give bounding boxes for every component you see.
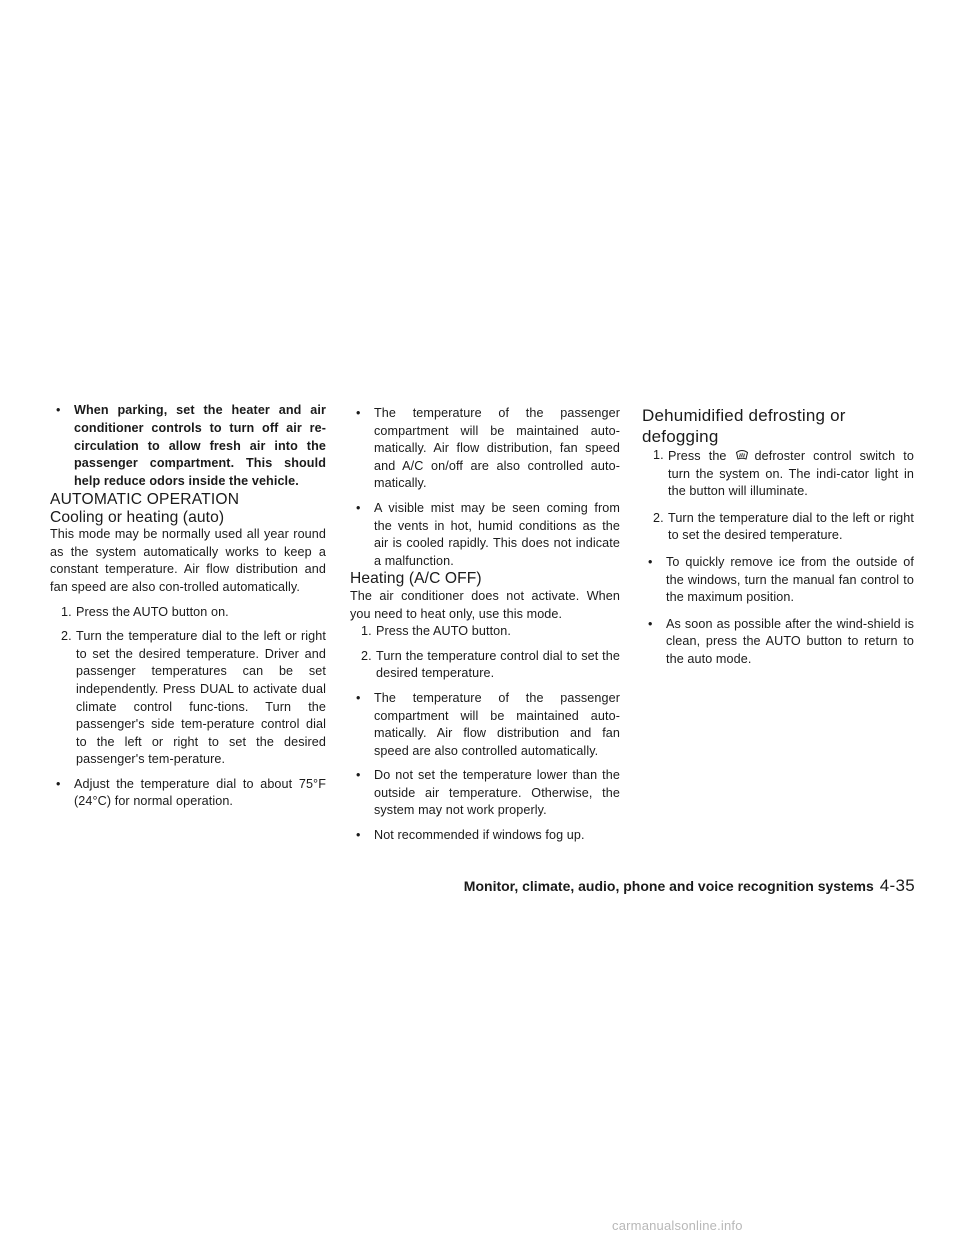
step-text: Press the AUTO button on. <box>76 604 229 619</box>
bullet-text: A visible mist may be seen coming from the vents in hot, humid conditions as the air is cooled rapidly. This does not indicate a malfunction. <box>374 500 620 568</box>
bullet-text: Do not set the temperature lower than the outside air temperature. Otherwise, the system may not work properly. <box>374 768 620 818</box>
step-text-pre: Press the <box>668 449 727 463</box>
bullet-marker: • <box>56 776 61 791</box>
bullet-marker: • <box>648 554 653 569</box>
parking-warning <box>50 402 326 491</box>
bullet-item <box>350 767 620 820</box>
bullet-marker: • <box>356 406 361 420</box>
bullet-marker: • <box>356 828 361 843</box>
page-number: 4-35 <box>879 876 915 895</box>
bullet-text: As soon as possible after the wind-shield is clean, press the AUTO button to return to the auto mode. <box>666 616 914 666</box>
step-item <box>642 510 914 545</box>
bullet-marker: • <box>356 500 361 515</box>
bullet-item <box>350 827 620 845</box>
footer-section-title: Monitor, climate, audio, phone and voice recognition systems <box>463 878 874 894</box>
bullet-marker: • <box>648 616 653 631</box>
bullet-item <box>642 616 914 669</box>
bullet-marker: • <box>356 690 361 705</box>
heating-intro-paragraph: The air conditioner does not activate. When you need to heat only, use this mode. <box>350 588 620 621</box>
right-column <box>642 405 914 669</box>
step-text: Turn the temperature control dial to set the desired temperature. <box>376 648 620 681</box>
bullet-item <box>350 500 620 570</box>
bullet-text: The temperature of the passenger compartment will be maintained auto-matically. Air flow distribution, fan speed and A/C on/off are also controlled auto-matically. <box>374 406 620 491</box>
step-item <box>50 628 326 769</box>
intro-paragraph: This mode may be normally used all year round as the system automatically works to keep a constant temperature. Air flow distribution and fan speed are also con-trolled automatically. <box>50 527 326 594</box>
step-text <box>668 447 914 501</box>
bullet-marker: • <box>356 768 361 783</box>
step-item <box>350 623 620 641</box>
subsection-title-heating: Heating (A/C OFF) <box>350 570 482 588</box>
parking-warning-text: When parking, set the heater and air conditioner controls to turn off air re-circulation to allow fresh air into the passenger compartment. This should help reduce odors inside the vehicle. <box>74 403 326 489</box>
bullet-item <box>50 776 326 811</box>
step-number: 1. <box>361 624 372 639</box>
step-number: 2. <box>653 510 664 525</box>
subsection-title-cooling-heating: Cooling or heating (auto) <box>50 508 225 526</box>
step-text: Press the AUTO button. <box>376 624 511 639</box>
bullet-text: The temperature of the passenger compartment will be maintained auto-matically. Air flow distribution and fan speed are also controlled automatically. <box>374 690 620 758</box>
step-item <box>350 648 620 683</box>
step-number: 2. <box>61 629 72 644</box>
bullet-item <box>350 405 620 493</box>
bullet-item <box>642 554 914 607</box>
front-defroster-icon <box>735 447 749 461</box>
step-text: Turn the temperature dial to the left or right to set the desired temperature. <box>668 510 914 543</box>
bullet-text: Adjust the temperature dial to about 75°F (24°C) for normal operation. <box>74 776 326 809</box>
section-title-dehumidified-defrosting: Dehumidified defrosting or defogging <box>642 406 846 446</box>
bullet-item <box>350 690 620 760</box>
bullet-marker: • <box>56 403 61 417</box>
step-item <box>50 604 326 622</box>
watermark: carmanualsonline.info <box>612 1218 743 1233</box>
left-column <box>50 402 326 811</box>
bullet-text: Not recommended if windows fog up. <box>374 828 585 843</box>
page-footer <box>464 877 915 895</box>
step-number: 1. <box>653 448 664 462</box>
step-item <box>642 447 914 501</box>
bullet-text: To quickly remove ice from the outside of the windows, turn the manual fan control to the maximum position. <box>666 554 914 605</box>
step-text-post: defroster control switch to turn the system on. The indi-cator light in the button will illuminate. <box>668 449 914 499</box>
middle-column <box>350 405 620 845</box>
section-title-automatic-operation: AUTOMATIC OPERATION <box>50 490 240 508</box>
step-number: 2. <box>361 648 372 663</box>
step-number: 1. <box>61 604 72 619</box>
step-text: Turn the temperature dial to the left or right to set the desired temperature. Driver and passenger temperatures can be set independently. Press DUAL to activate dual climate control func-tions. Turn the passenger's side tem-perature control dial to the left or right to set the desired passenger's tem-perature. <box>76 629 326 767</box>
